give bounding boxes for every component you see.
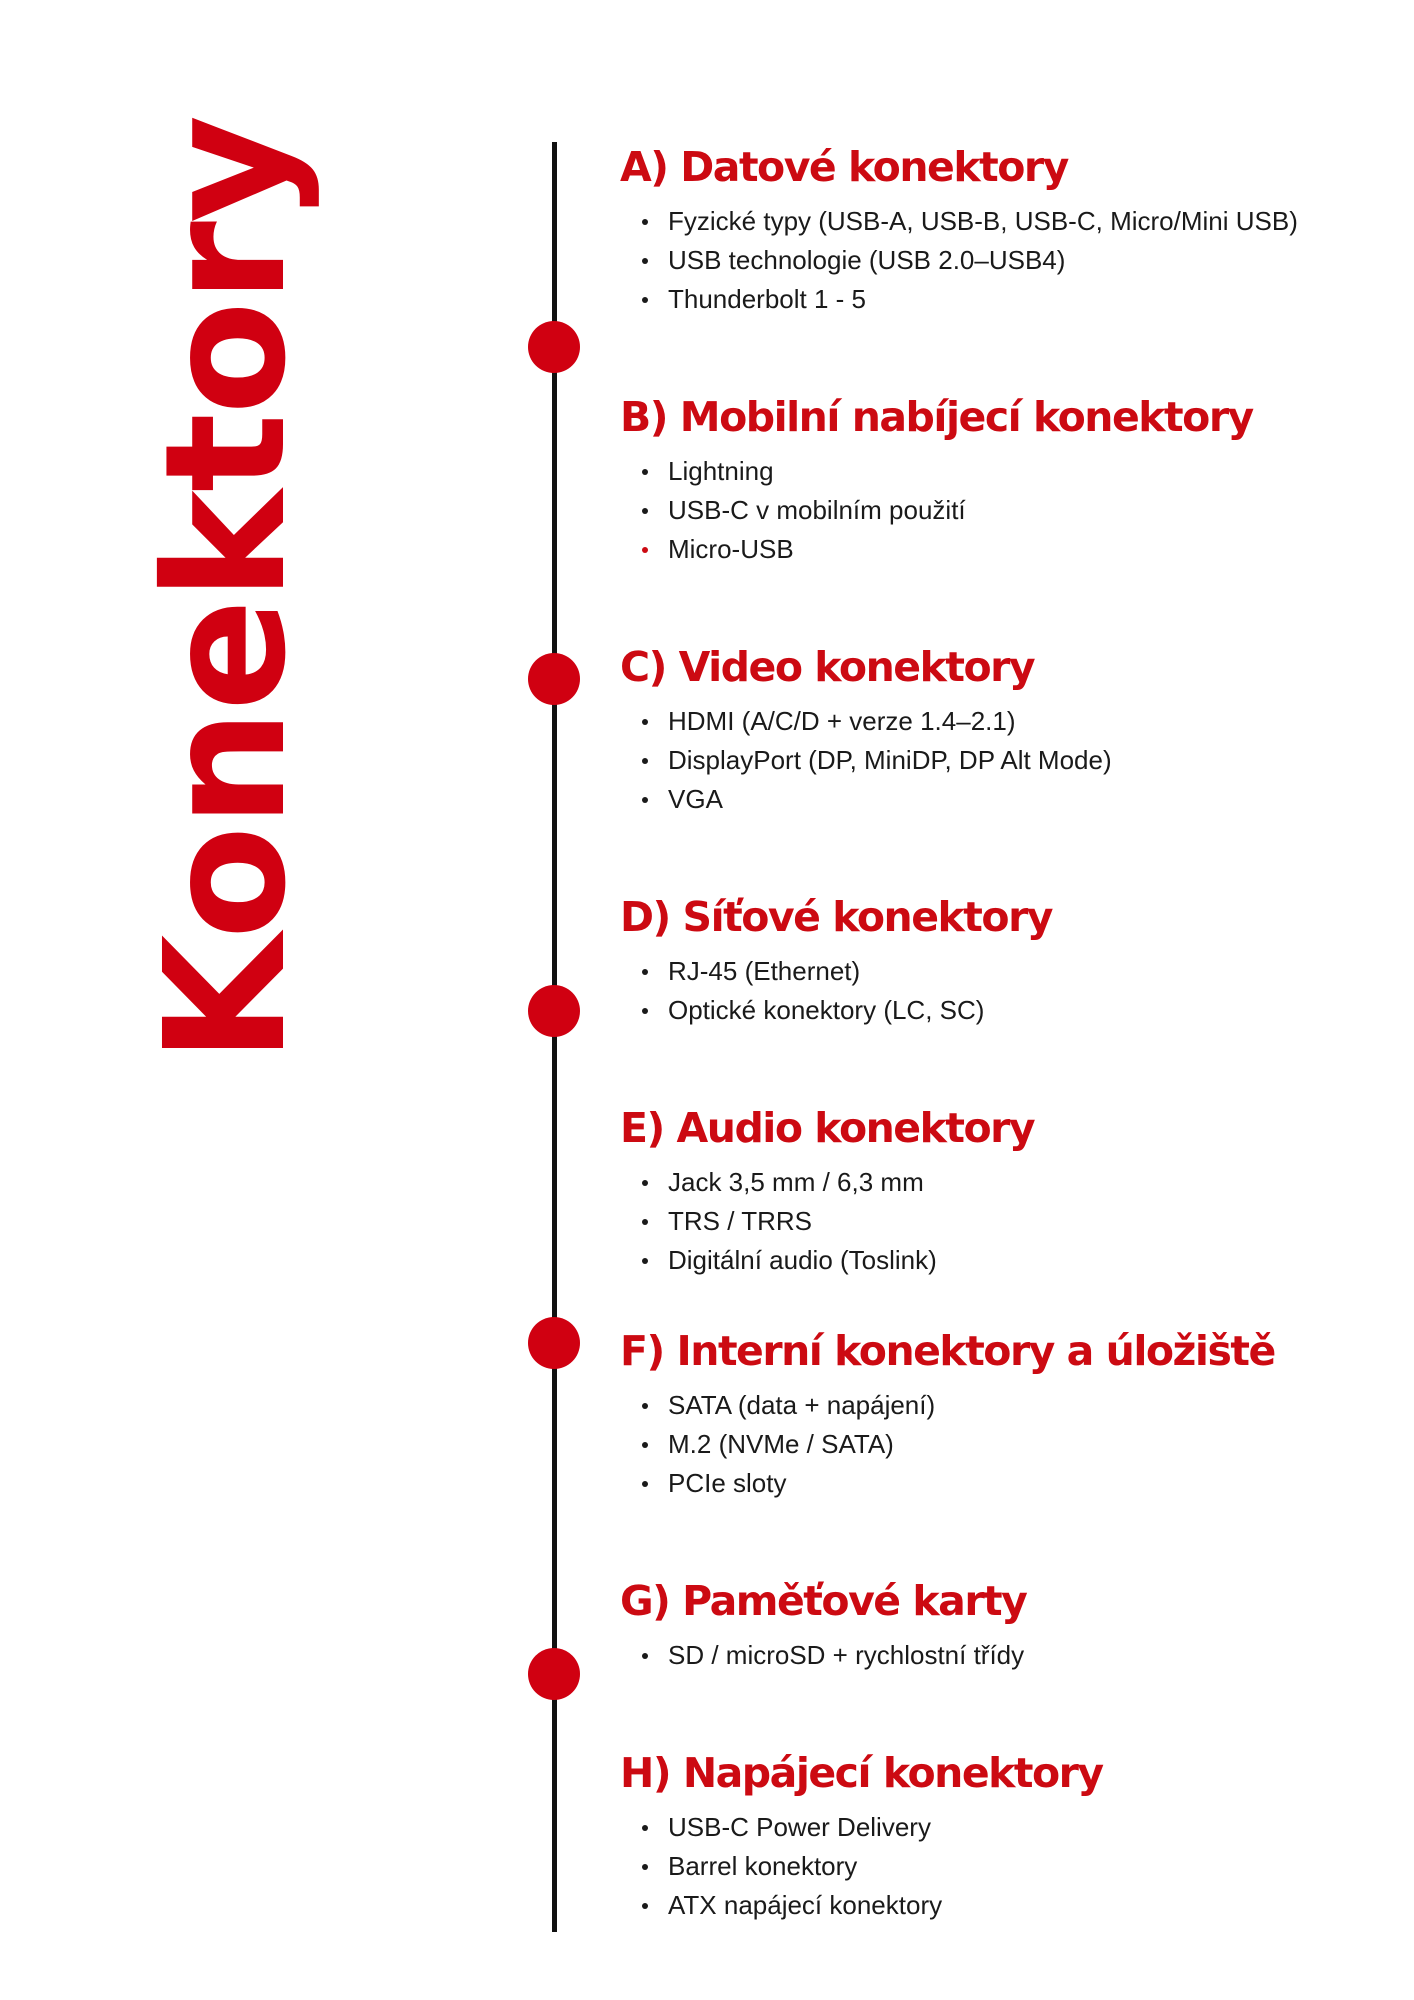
item-list [620,1808,1103,1925]
list-item [620,491,1253,530]
list-item-text: Lightning [668,456,774,486]
list-item-text: HDMI (A/C/D + verze 1.4–2.1) [668,706,1016,736]
list-item-text: SATA (data + napájení) [668,1390,936,1420]
item-list [620,1163,1034,1280]
bullet [642,1864,648,1870]
item-list [620,1386,1275,1503]
list-item-text: Optické konektory (LC, SC) [668,995,985,1025]
list-item-text: RJ-45 (Ethernet) [668,956,861,986]
list-item [620,241,1298,280]
bullet [642,469,648,475]
item-list [620,202,1298,319]
bullet [642,758,648,764]
list-item [620,202,1298,241]
list-item-text: Thunderbolt 1 - 5 [668,284,867,314]
timeline-dot [528,985,580,1037]
section-heading: D) Síťové konektory [620,893,1053,941]
list-item [620,1202,1034,1241]
timeline-dot [528,321,580,373]
bullet [642,508,648,514]
bullet [642,1481,648,1487]
bullet [642,1403,648,1409]
list-item-text: Micro-USB [668,534,794,564]
list-item-text: ATX napájecí konektory [668,1890,943,1920]
list-item [620,530,1253,569]
bullet [642,1258,648,1264]
bullet [642,219,648,225]
bullet [642,719,648,725]
list-item-text: VGA [668,784,723,814]
bullet [642,969,648,975]
item-list [620,1636,1026,1675]
section-heading: B) Mobilní nabíjecí konektory [620,393,1253,441]
list-item [620,991,1052,1030]
list-item-text: USB-C Power Delivery [668,1812,931,1842]
section-video-konektory [620,643,1112,819]
section-datove-konektory [620,143,1298,319]
list-item [620,1847,1103,1886]
section-mobilni-nabijeci-konektory [620,393,1253,569]
bullet [642,258,648,264]
list-item [620,1163,1034,1202]
list-item [620,741,1112,780]
bullet [642,1008,648,1014]
section-pametove-karty [620,1577,1027,1675]
list-item-text: USB-C v mobilním použití [668,495,966,525]
bullet [642,1825,648,1831]
list-item-text: SD / microSD + rychlostní třídy [668,1640,1025,1670]
timeline-dot [528,653,580,705]
list-item-text: Barrel konektory [668,1851,858,1881]
section-heading: A) Datové konektory [620,143,1068,191]
bullet [642,797,648,803]
list-item [620,452,1253,491]
timeline-dot [528,1317,580,1369]
list-item [620,280,1298,319]
page-title-text: Konektory [130,116,323,1064]
bullet [642,297,648,303]
list-item-text: TRS / TRRS [668,1206,812,1236]
list-item-text: Jack 3,5 mm / 6,3 mm [668,1167,924,1197]
bullet [642,1653,648,1659]
section-heading: G) Paměťové karty [620,1577,1027,1625]
list-item [620,1386,1275,1425]
bullet [642,1219,648,1225]
section-interni-konektory [620,1327,1275,1503]
section-audio-konektory [620,1104,1035,1280]
list-item-text: PCIe sloty [668,1468,787,1498]
item-list [620,452,1253,569]
list-item-text: USB technologie (USB 2.0–USB4) [668,245,1066,275]
item-list [620,952,1052,1030]
list-item-text: Digitální audio (Toslink) [668,1245,937,1275]
list-item [620,1886,1103,1925]
list-item [620,1241,1034,1280]
list-item [620,1425,1275,1464]
bullet [642,547,648,553]
section-napajeci-konektory [620,1749,1103,1925]
bullet [642,1903,648,1909]
section-heading: E) Audio konektory [620,1104,1035,1152]
list-item-text: DisplayPort (DP, MiniDP, DP Alt Mode) [668,745,1112,775]
section-heading: H) Napájecí konektory [620,1749,1103,1797]
bullet [642,1180,648,1186]
section-heading: C) Video konektory [620,643,1035,691]
list-item [620,1808,1103,1847]
list-item [620,1464,1275,1503]
list-item [620,952,1052,991]
list-item-text: M.2 (NVMe / SATA) [668,1429,894,1459]
section-heading: F) Interní konektory a úložiště [620,1327,1275,1375]
bullet [642,1442,648,1448]
list-item [620,702,1112,741]
item-list [620,702,1112,819]
list-item [620,780,1112,819]
section-sitove-konektory [620,893,1053,1030]
list-item [620,1636,1026,1675]
list-item-text: Fyzické typy (USB-A, USB-B, USB-C, Micro/Mini USB) [668,206,1298,236]
timeline-dot [528,1648,580,1700]
